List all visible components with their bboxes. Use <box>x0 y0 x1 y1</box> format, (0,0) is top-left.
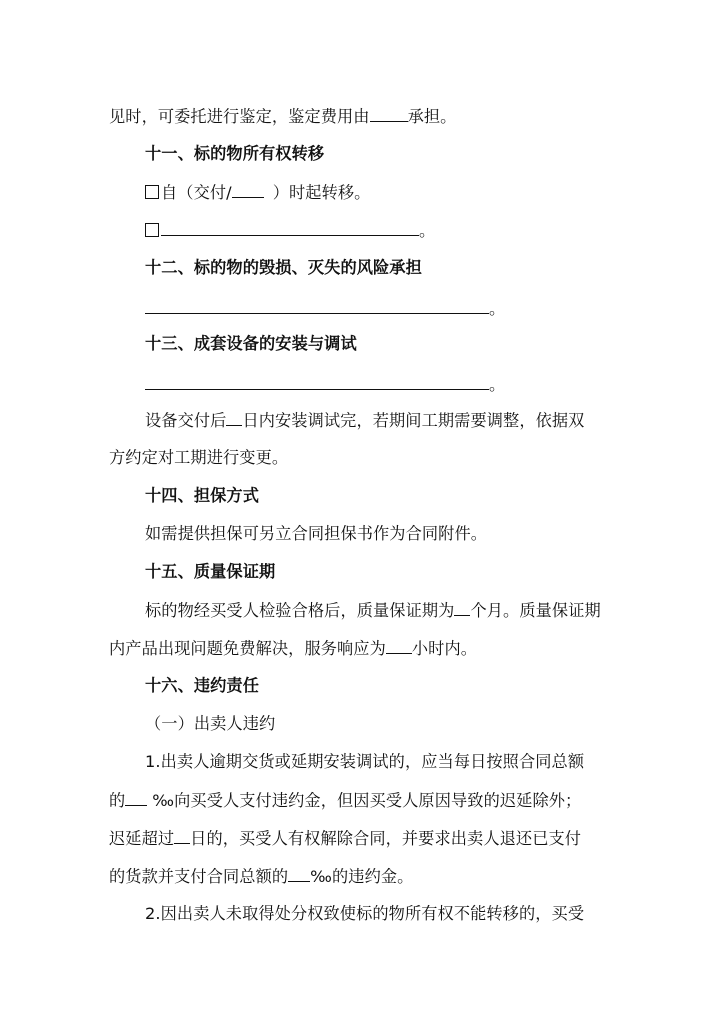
fill-blank[interactable] <box>145 372 489 390</box>
paragraph-line: 的 ‰向买受人支付违约金，但因买受人原因导致的迟延除外； <box>0 788 724 813</box>
checkbox[interactable] <box>145 185 159 199</box>
sub-heading: （一）出卖人违约 <box>145 714 276 733</box>
section-heading: 十六、违约责任 <box>145 676 260 695</box>
paragraph-line: 内产品出现问题免费解决，服务响应为 小时内。 <box>0 636 724 661</box>
section-heading: 十二、标的物的毁损、灭失的风险承担 <box>145 258 422 277</box>
fill-blank[interactable] <box>125 788 147 806</box>
fill-blank[interactable] <box>145 296 489 314</box>
paragraph-line: 。 <box>0 296 724 321</box>
fill-blank[interactable] <box>386 636 412 654</box>
fill-blank[interactable] <box>288 864 310 882</box>
paragraph-line: 设备交付后 日内安装调试完，若期间工期需要调整，依据双 <box>0 408 724 433</box>
paragraph-line: 1.出卖人逾期交货或延期安装调试的，应当每日按照合同总额 <box>145 752 585 771</box>
fill-blank[interactable] <box>370 104 408 122</box>
section-heading: 十五、质量保证期 <box>145 562 276 581</box>
paragraph-line: 如需提供担保可另立合同担保书作为合同附件。 <box>145 524 488 543</box>
fill-blank[interactable] <box>161 218 419 236</box>
paragraph-line: 见时，可委托进行鉴定，鉴定费用由 承担。 <box>0 104 724 129</box>
fill-blank[interactable] <box>174 826 190 844</box>
paragraph-line: 2.因出卖人未取得处分权致使标的物所有权不能转移的，买受 <box>145 904 585 923</box>
paragraph-line: 迟延超过 日的，买受人有权解除合同，并要求出卖人退还已支付 <box>0 826 724 851</box>
checkbox[interactable] <box>145 223 159 237</box>
paragraph-line: 自（交付/ ）时起转移。 <box>0 180 724 205</box>
paragraph-line: 标的物经买受人检验合格后，质量保证期为 个月。质量保证期 <box>0 598 724 623</box>
paragraph-line: 方约定对工期进行变更。 <box>109 448 289 467</box>
paragraph-line: 。 <box>0 372 724 397</box>
fill-blank[interactable] <box>232 180 264 198</box>
fill-blank[interactable] <box>226 408 242 426</box>
paragraph-line: 的货款并支付合同总额的 ‰的违约金。 <box>0 864 724 889</box>
paragraph-line: 。 <box>0 218 724 243</box>
section-heading: 十四、担保方式 <box>145 486 260 505</box>
fill-blank[interactable] <box>454 598 470 616</box>
section-heading: 十一、标的物所有权转移 <box>145 144 325 163</box>
section-heading: 十三、成套设备的安装与调试 <box>145 334 357 353</box>
